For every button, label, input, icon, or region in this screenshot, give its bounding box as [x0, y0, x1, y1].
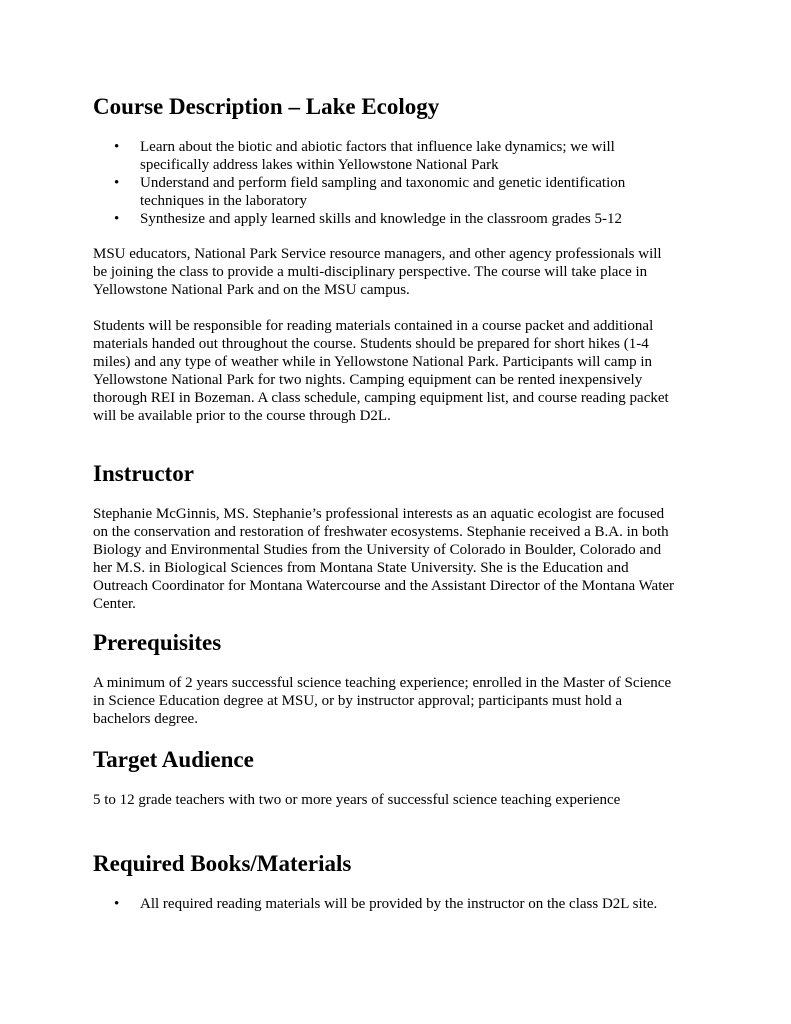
target-audience-heading: Target Audience	[93, 747, 254, 772]
text-line: in Science Education degree at MSU, or by instructor approval; participants must hold a	[93, 693, 623, 709]
bullet-item	[114, 895, 714, 913]
text-line: be joining the class to provide a multi-disciplinary perspective. The course will take place in	[93, 264, 648, 280]
text-line: Yellowstone National Park for two nights. Camping equipment can be rented inexpensively	[93, 372, 643, 388]
text-line: her M.S. in Biological Sciences from Montana State University. She is the Education and	[93, 560, 629, 576]
text-line: Center.	[93, 596, 136, 612]
text-line: thorough REI in Bozeman. A class schedule, camping equipment list, and course reading packet	[93, 390, 669, 406]
text-line: Stephanie McGinnis, MS. Stephanie’s professional interests as an aquatic ecologist are focused	[93, 506, 665, 522]
course-logistics-paragraph	[93, 317, 713, 425]
bullet-icon: •	[114, 175, 120, 191]
instructor-paragraph	[93, 505, 713, 613]
target-audience-paragraph	[93, 791, 713, 809]
text-line: Biology and Environmental Studies from the University of Colorado in Boulder, Colorado and	[93, 542, 662, 558]
text-line: materials handed out throughout the course. Students should be prepared for short hikes (1-4	[93, 336, 649, 352]
bullet-item	[114, 210, 714, 228]
course-description-bullets	[114, 138, 714, 228]
text-line: Students will be responsible for reading materials contained in a course packet and additional	[93, 318, 654, 334]
required-materials-heading: Required Books/Materials	[93, 851, 352, 876]
instructor-heading: Instructor	[93, 461, 194, 486]
text-line: miles) and any type of weather while in Yellowstone National Park. Participants will camp in	[93, 354, 653, 370]
text-line: will be available prior to the course through D2L.	[93, 408, 391, 424]
bullet-item	[114, 174, 714, 210]
bullet-icon: •	[114, 139, 120, 155]
bullet-line: Understand and perform field sampling and taxonomic and genetic identification	[140, 175, 626, 191]
bullet-icon: •	[114, 896, 120, 912]
bullet-line: All required reading materials will be provided by the instructor on the class D2L site.	[140, 896, 658, 912]
prerequisites-paragraph	[93, 674, 713, 728]
bullet-item	[114, 138, 714, 174]
bullet-line: Learn about the biotic and abiotic factors that influence lake dynamics; we will	[140, 139, 615, 155]
text-line: bachelors degree.	[93, 711, 198, 727]
text-line: Outreach Coordinator for Montana Watercourse and the Assistant Director of the Montana Water	[93, 578, 675, 594]
bullet-line: techniques in the laboratory	[140, 193, 308, 209]
bullet-line: Synthesize and apply learned skills and knowledge in the classroom grades 5-12	[140, 211, 622, 227]
text-line: Yellowstone National Park and on the MSU campus.	[93, 282, 410, 298]
bullet-line: specifically address lakes within Yellowstone National Park	[140, 157, 499, 173]
course-description-heading: Course Description – Lake Ecology	[93, 94, 440, 119]
text-line: A minimum of 2 years successful science teaching experience; enrolled in the Master of Science	[93, 675, 672, 691]
text-line: 5 to 12 grade teachers with two or more years of successful science teaching experience	[93, 792, 621, 808]
prerequisites-heading: Prerequisites	[93, 630, 222, 655]
course-description-paragraph	[93, 245, 713, 299]
text-line: on the conservation and restoration of freshwater ecosystems. Stephanie received a B.A. in both	[93, 524, 669, 540]
bullet-icon: •	[114, 211, 120, 227]
text-line: MSU educators, National Park Service resource managers, and other agency professionals will	[93, 246, 662, 262]
required-materials-bullets	[114, 895, 714, 913]
